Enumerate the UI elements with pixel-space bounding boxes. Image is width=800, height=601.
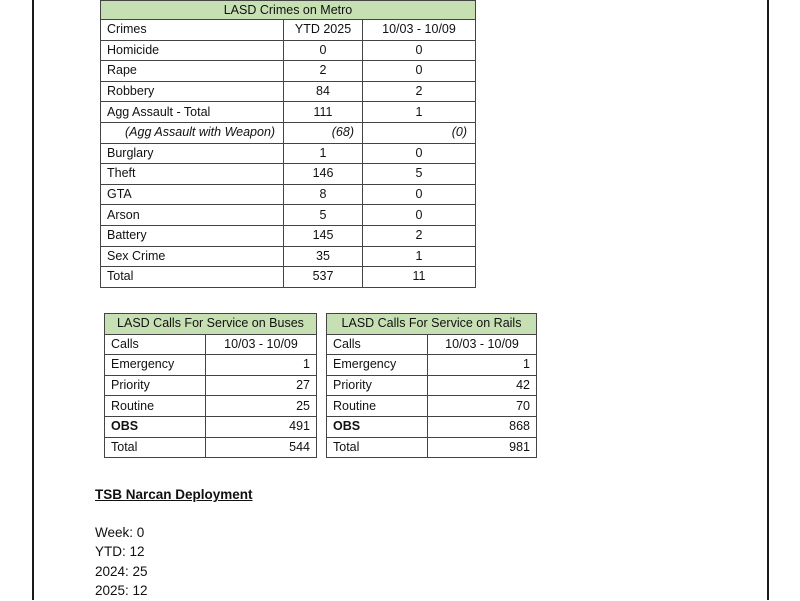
call-type: Emergency [327, 355, 428, 376]
call-count: 42 [428, 375, 537, 396]
crime-type: Agg Assault - Total [101, 102, 284, 123]
ytd-value: (68) [284, 122, 363, 143]
week-value: (0) [363, 122, 476, 143]
table-row [105, 355, 317, 376]
column-header: 10/03 - 10/09 [206, 334, 317, 355]
table-row-subtotal [101, 122, 476, 143]
crimes-table-header-row [101, 20, 476, 41]
call-type: OBS [105, 416, 206, 437]
narcan-2024: 2024: 25 [95, 563, 148, 579]
column-header: Calls [105, 334, 206, 355]
table-row [327, 375, 537, 396]
week-value: 2 [363, 225, 476, 246]
table-row [101, 246, 476, 267]
call-count: 1 [428, 355, 537, 376]
week-value: 0 [363, 184, 476, 205]
week-value: 0 [363, 61, 476, 82]
ytd-value: 146 [284, 164, 363, 185]
table-row [327, 355, 537, 376]
call-type: Total [327, 437, 428, 458]
call-type: OBS [327, 416, 428, 437]
crime-type: Homicide [101, 40, 284, 61]
call-count: 981 [428, 437, 537, 458]
rail-calls-title: LASD Calls For Service on Rails [327, 314, 537, 335]
crime-type: GTA [101, 184, 284, 205]
table-row [101, 40, 476, 61]
call-count: 70 [428, 396, 537, 417]
crime-type: Burglary [101, 143, 284, 164]
crime-type: Arson [101, 205, 284, 226]
crime-type: Total [101, 267, 284, 288]
week-value: 0 [363, 40, 476, 61]
rail-calls-header-row [327, 334, 537, 355]
column-header: Calls [327, 334, 428, 355]
crimes-table [100, 0, 476, 288]
column-header: YTD 2025 [284, 20, 363, 41]
week-value: 11 [363, 267, 476, 288]
call-count: 868 [428, 416, 537, 437]
column-header: 10/03 - 10/09 [363, 20, 476, 41]
table-row [101, 102, 476, 123]
table-row [105, 375, 317, 396]
crime-type: Theft [101, 164, 284, 185]
page-border-right [767, 0, 769, 600]
table-row [101, 225, 476, 246]
narcan-ytd: YTD: 12 [95, 544, 145, 560]
narcan-2025: 2025: 12 [95, 583, 148, 599]
table-row [101, 164, 476, 185]
call-type: Priority [327, 375, 428, 396]
ytd-value: 8 [284, 184, 363, 205]
page-border-left [32, 0, 34, 600]
ytd-value: 0 [284, 40, 363, 61]
narcan-week: Week: 0 [95, 525, 145, 540]
week-value: 0 [363, 205, 476, 226]
call-type: Routine [327, 396, 428, 417]
table-row [327, 416, 537, 437]
week-value: 1 [363, 246, 476, 267]
call-count: 27 [206, 375, 317, 396]
table-row [105, 416, 317, 437]
table-row [101, 81, 476, 102]
call-type: Priority [105, 375, 206, 396]
table-row-total [101, 267, 476, 288]
ytd-value: 1 [284, 143, 363, 164]
column-header: 10/03 - 10/09 [428, 334, 537, 355]
table-row [101, 143, 476, 164]
call-count: 544 [206, 437, 317, 458]
call-type: Emergency [105, 355, 206, 376]
bus-calls-table [104, 313, 317, 458]
week-value: 1 [363, 102, 476, 123]
bus-calls-title: LASD Calls For Service on Buses [105, 314, 317, 335]
table-row [101, 184, 476, 205]
week-value: 5 [363, 164, 476, 185]
table-row-total [105, 437, 317, 458]
column-header: Crimes [101, 20, 284, 41]
bus-calls-header-row [105, 334, 317, 355]
ytd-value: 2 [284, 61, 363, 82]
narcan-section [95, 486, 253, 601]
ytd-value: 111 [284, 102, 363, 123]
call-type: Routine [105, 396, 206, 417]
ytd-value: 537 [284, 267, 363, 288]
week-value: 0 [363, 143, 476, 164]
call-count: 491 [206, 416, 317, 437]
call-count: 25 [206, 396, 317, 417]
ytd-value: 35 [284, 246, 363, 267]
crimes-table-title: LASD Crimes on Metro [101, 1, 476, 20]
call-count: 1 [206, 355, 317, 376]
narcan-heading: TSB Narcan Deployment [95, 487, 253, 502]
crime-type: (Agg Assault with Weapon) [101, 122, 284, 143]
call-type: Total [105, 437, 206, 458]
week-value: 2 [363, 81, 476, 102]
ytd-value: 5 [284, 205, 363, 226]
ytd-value: 84 [284, 81, 363, 102]
crime-type: Robbery [101, 81, 284, 102]
table-row [327, 396, 537, 417]
table-row-total [327, 437, 537, 458]
crime-type: Battery [101, 225, 284, 246]
ytd-value: 145 [284, 225, 363, 246]
rail-calls-table [326, 313, 537, 458]
crime-type: Rape [101, 61, 284, 82]
table-row [101, 205, 476, 226]
table-row [101, 61, 476, 82]
table-row [105, 396, 317, 417]
crime-type: Sex Crime [101, 246, 284, 267]
